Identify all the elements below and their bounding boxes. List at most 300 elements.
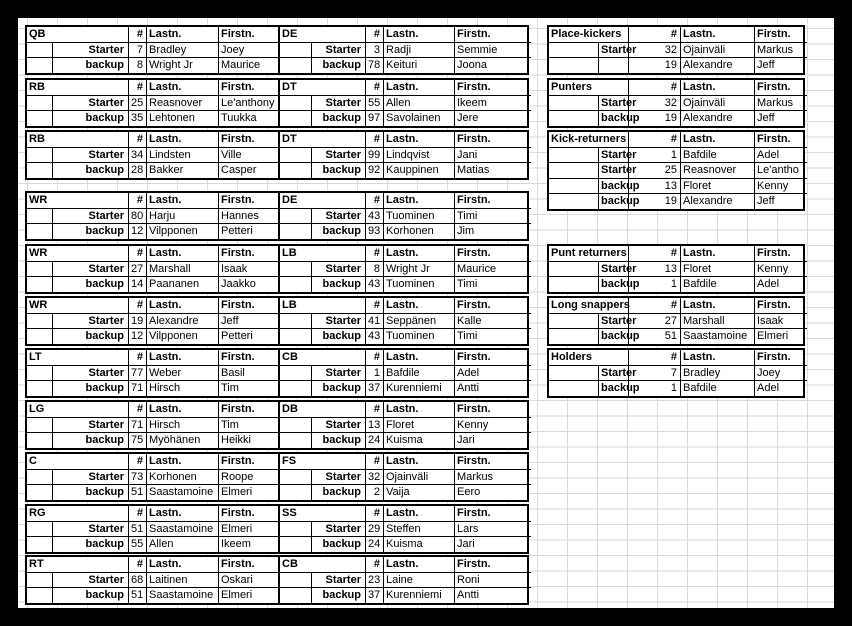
blank-cell[interactable]: [549, 148, 599, 164]
player-firstname[interactable]: Roope: [219, 470, 292, 486]
player-lastname[interactable]: Seppänen: [384, 314, 455, 330]
starter-label[interactable]: Starter: [599, 163, 629, 179]
player-firstname[interactable]: Oskari: [219, 573, 292, 589]
player-lastname[interactable]: Hirsch: [147, 418, 219, 434]
blank-cell[interactable]: [27, 262, 53, 278]
player-firstname[interactable]: Timi: [455, 209, 531, 225]
player-lastname[interactable]: Paananen: [147, 277, 219, 293]
jersey-number[interactable]: 75: [129, 433, 147, 449]
player-lastname[interactable]: Saastamoine: [147, 588, 219, 604]
jersey-number[interactable]: 13: [629, 179, 681, 195]
jersey-number[interactable]: 55: [129, 537, 147, 553]
player-firstname[interactable]: Adel: [757, 382, 780, 394]
player-firstname[interactable]: Markus: [455, 470, 531, 486]
jersey-number[interactable]: 25: [629, 163, 681, 179]
player-firstname[interactable]: Jani: [455, 148, 531, 164]
player-lastname[interactable]: Alexandre: [681, 58, 755, 74]
player-lastname[interactable]: Harju: [147, 209, 219, 225]
jersey-number[interactable]: 43: [366, 329, 384, 345]
starter-label[interactable]: Starter: [599, 262, 629, 278]
blank-cell[interactable]: [27, 485, 53, 501]
backup-label[interactable]: backup: [312, 163, 366, 179]
blank-cell[interactable]: [280, 111, 312, 127]
jersey-number[interactable]: 51: [129, 522, 147, 538]
blank-cell[interactable]: [27, 522, 53, 538]
blank-cell[interactable]: [280, 209, 312, 225]
blank-cell[interactable]: [549, 96, 599, 112]
jersey-number[interactable]: 99: [366, 148, 384, 164]
player-firstname[interactable]: Elmeri: [221, 486, 253, 498]
backup-label[interactable]: backup: [53, 58, 129, 74]
blank-cell[interactable]: [549, 366, 599, 382]
starter-label[interactable]: Starter: [53, 262, 129, 278]
blank-cell[interactable]: [280, 485, 312, 501]
player-firstname[interactable]: Semmie: [455, 43, 531, 59]
jersey-number[interactable]: 24: [366, 433, 384, 449]
blank-cell[interactable]: [27, 314, 53, 330]
starter-label[interactable]: Starter: [53, 522, 129, 538]
backup-label[interactable]: backup: [53, 381, 129, 397]
player-firstname[interactable]: Petteri: [221, 330, 253, 342]
blank-cell[interactable]: [280, 43, 312, 59]
blank-cell[interactable]: [280, 588, 312, 604]
backup-label[interactable]: backup: [53, 433, 129, 449]
jersey-number[interactable]: 23: [366, 573, 384, 589]
player-firstname[interactable]: Timi: [457, 330, 478, 342]
player-firstname[interactable]: Jeff: [757, 195, 775, 207]
position-label: FS: [280, 454, 366, 470]
player-firstname[interactable]: Antti: [457, 589, 480, 601]
player-firstname[interactable]: Casper: [221, 164, 257, 176]
blank-cell[interactable]: [280, 314, 312, 330]
player-firstname[interactable]: Ikeem: [221, 538, 251, 550]
jersey-number[interactable]: 24: [366, 537, 384, 553]
player-firstname[interactable]: Jeff: [757, 112, 775, 124]
player-lastname[interactable]: Floret: [681, 179, 755, 195]
jersey-number[interactable]: 43: [366, 209, 384, 225]
backup-label[interactable]: backup: [53, 277, 129, 293]
player-lastname[interactable]: Korhonen: [384, 224, 455, 240]
starter-label[interactable]: Starter: [312, 43, 366, 59]
player-firstname[interactable]: Joey: [219, 43, 292, 59]
starter-label[interactable]: Starter: [599, 148, 629, 164]
player-lastname[interactable]: Kauppinen: [384, 163, 455, 179]
player-lastname[interactable]: Bafdile: [681, 148, 755, 164]
backup-label[interactable]: backup: [312, 381, 366, 397]
blank-cell[interactable]: [280, 277, 312, 293]
starter-label[interactable]: Starter: [53, 209, 129, 225]
player-lastname[interactable]: Wright Jr: [384, 262, 455, 278]
blank-cell[interactable]: [280, 433, 312, 449]
backup-label[interactable]: backup: [312, 224, 366, 240]
blank-cell[interactable]: [27, 96, 53, 112]
blank-cell[interactable]: [280, 470, 312, 486]
jersey-number[interactable]: 28: [129, 163, 147, 179]
player-firstname[interactable]: Jaakko: [221, 278, 256, 290]
blank-cell[interactable]: [280, 148, 312, 164]
player-firstname[interactable]: Markus: [755, 96, 807, 112]
jersey-number[interactable]: 19: [129, 314, 147, 330]
backup-label[interactable]: backup: [599, 179, 629, 195]
player-firstname[interactable]: Le'anthony: [219, 96, 292, 112]
player-firstname[interactable]: Ville: [219, 148, 292, 164]
player-firstname[interactable]: Le'antho: [755, 163, 807, 179]
player-lastname[interactable]: Lehtonen: [147, 111, 219, 127]
jersey-number[interactable]: 77: [129, 366, 147, 382]
player-firstname[interactable]: Tim: [219, 418, 292, 434]
backup-label[interactable]: backup: [599, 381, 629, 397]
player-lastname[interactable]: Allen: [384, 96, 455, 112]
jersey-number[interactable]: 34: [129, 148, 147, 164]
player-firstname[interactable]: Jari: [457, 434, 475, 446]
jersey-number[interactable]: 3: [366, 43, 384, 59]
player-lastname[interactable]: Saastamoine: [147, 522, 219, 538]
player-lastname[interactable]: Marshall: [681, 314, 755, 330]
jersey-number[interactable]: 93: [366, 224, 384, 240]
blank-cell[interactable]: [27, 277, 53, 293]
backup-label[interactable]: backup: [53, 224, 129, 240]
jersey-number[interactable]: 37: [366, 381, 384, 397]
player-lastname[interactable]: Savolainen: [384, 111, 455, 127]
backup-label[interactable]: backup: [599, 194, 629, 210]
starter-label[interactable]: Starter: [53, 43, 129, 59]
backup-label[interactable]: backup: [312, 433, 366, 449]
blank-cell[interactable]: [27, 588, 53, 604]
player-firstname[interactable]: Kenny: [755, 262, 807, 278]
player-lastname[interactable]: Weber: [147, 366, 219, 382]
player-firstname[interactable]: Joona: [457, 59, 487, 71]
jersey-number[interactable]: 51: [629, 329, 681, 345]
jersey-number[interactable]: 19: [629, 58, 681, 74]
player-firstname[interactable]: Jeff: [219, 314, 292, 330]
player-firstname[interactable]: Tim: [221, 382, 239, 394]
starter-label[interactable]: Starter: [312, 573, 366, 589]
backup-label[interactable]: backup: [53, 588, 129, 604]
starter-label[interactable]: Starter: [312, 366, 366, 382]
starter-label[interactable]: Starter: [53, 96, 129, 112]
blank-cell[interactable]: [27, 209, 53, 225]
player-firstname[interactable]: Joey: [755, 366, 807, 382]
player-firstname[interactable]: Isaak: [755, 314, 807, 330]
jersey-number[interactable]: 1: [629, 148, 681, 164]
player-lastname[interactable]: Floret: [681, 262, 755, 278]
blank-cell[interactable]: [280, 163, 312, 179]
position-label: C: [27, 454, 129, 470]
defense-position-block: [278, 555, 529, 605]
jersey-number[interactable]: 13: [366, 418, 384, 434]
blank-cell[interactable]: [549, 277, 599, 293]
blank-cell[interactable]: [280, 96, 312, 112]
jersey-number[interactable]: 2: [366, 485, 384, 501]
backup-label[interactable]: backup: [53, 163, 129, 179]
player-firstname[interactable]: Adel: [757, 278, 780, 290]
backup-label[interactable]: backup: [312, 537, 366, 553]
player-lastname[interactable]: Vilpponen: [147, 224, 219, 240]
player-firstname[interactable]: Kalle: [455, 314, 531, 330]
player-lastname[interactable]: Korhonen: [147, 470, 219, 486]
starter-label[interactable]: Starter: [53, 470, 129, 486]
starter-label[interactable]: Starter: [53, 418, 129, 434]
player-lastname[interactable]: Reasnover: [147, 96, 219, 112]
starter-label[interactable]: Starter: [599, 96, 629, 112]
blank-cell[interactable]: [27, 418, 53, 434]
player-firstname[interactable]: Elmeri: [219, 522, 292, 538]
player-lastname[interactable]: Kuisma: [384, 537, 455, 553]
jersey-number[interactable]: 92: [366, 163, 384, 179]
blank-cell[interactable]: [549, 43, 599, 59]
player-lastname[interactable]: Ojainväli: [681, 43, 755, 59]
backup-label[interactable]: backup: [312, 277, 366, 293]
player-lastname[interactable]: Kuisma: [384, 433, 455, 449]
starter-label[interactable]: Starter: [53, 573, 129, 589]
player-lastname[interactable]: Bafdile: [681, 277, 755, 293]
jersey-number[interactable]: 97: [366, 111, 384, 127]
blank-cell[interactable]: [549, 58, 599, 74]
player-firstname[interactable]: Elmeri: [221, 589, 253, 601]
starter-label[interactable]: Starter: [312, 262, 366, 278]
player-lastname[interactable]: Ojainväli: [384, 470, 455, 486]
jersey-number[interactable]: 29: [366, 522, 384, 538]
backup-label[interactable]: backup: [312, 485, 366, 501]
player-lastname[interactable]: Tuominen: [384, 209, 455, 225]
player-firstname[interactable]: Heikki: [221, 434, 251, 446]
jersey-number[interactable]: 25: [129, 96, 147, 112]
player-lastname[interactable]: Bakker: [147, 163, 219, 179]
backup-label[interactable]: backup: [599, 277, 629, 293]
player-lastname[interactable]: Bradley: [681, 366, 755, 382]
blank-cell[interactable]: [27, 433, 53, 449]
player-lastname[interactable]: Alexandre: [681, 194, 755, 210]
blank-cell[interactable]: [549, 194, 599, 210]
blank-label[interactable]: [599, 58, 629, 74]
jersey-number[interactable]: 19: [629, 111, 681, 127]
starter-label[interactable]: Starter: [53, 148, 129, 164]
starter-label[interactable]: Starter: [599, 43, 629, 59]
blank-cell[interactable]: [27, 329, 53, 345]
position-label: WR: [27, 193, 129, 209]
player-lastname[interactable]: Floret: [384, 418, 455, 434]
player-firstname[interactable]: Kenny: [755, 179, 807, 195]
player-firstname[interactable]: Roni: [455, 573, 531, 589]
player-lastname[interactable]: Steffen: [384, 522, 455, 538]
player-firstname[interactable]: Timi: [457, 278, 478, 290]
lastname-header: Lastn.: [681, 298, 755, 314]
blank-cell[interactable]: [280, 224, 312, 240]
player-lastname[interactable]: Reasnover: [681, 163, 755, 179]
blank-cell[interactable]: [280, 381, 312, 397]
player-firstname[interactable]: Maurice: [455, 262, 531, 278]
blank-cell[interactable]: [280, 573, 312, 589]
player-lastname[interactable]: Ojainväli: [681, 96, 755, 112]
player-firstname[interactable]: Basil: [219, 366, 292, 382]
jersey-number[interactable]: 12: [129, 329, 147, 345]
jersey-number[interactable]: 8: [129, 58, 147, 74]
jersey-number[interactable]: 43: [366, 277, 384, 293]
firstname-header: Firstn.: [455, 193, 531, 209]
backup-label[interactable]: backup: [53, 485, 129, 501]
blank-cell[interactable]: [549, 262, 599, 278]
blank-cell[interactable]: [280, 537, 312, 553]
player-firstname[interactable]: Adel: [755, 148, 807, 164]
starter-label[interactable]: Starter: [53, 314, 129, 330]
blank-cell[interactable]: [27, 111, 53, 127]
blank-cell[interactable]: [280, 262, 312, 278]
player-firstname[interactable]: Tuukka: [221, 112, 257, 124]
player-firstname[interactable]: Jim: [457, 225, 475, 237]
backup-label[interactable]: backup: [53, 111, 129, 127]
blank-cell[interactable]: [27, 381, 53, 397]
starter-label[interactable]: Starter: [312, 418, 366, 434]
player-lastname[interactable]: Wright Jr: [147, 58, 219, 74]
jersey-number[interactable]: 37: [366, 588, 384, 604]
blank-cell[interactable]: [549, 163, 599, 179]
player-lastname[interactable]: Radji: [384, 43, 455, 59]
jersey-number[interactable]: 7: [629, 366, 681, 382]
player-lastname[interactable]: Alexandre: [681, 111, 755, 127]
player-firstname[interactable]: Isaak: [219, 262, 292, 278]
jersey-number[interactable]: 78: [366, 58, 384, 74]
player-lastname[interactable]: Vilpponen: [147, 329, 219, 345]
blank-cell[interactable]: [280, 522, 312, 538]
player-lastname[interactable]: Lindsten: [147, 148, 219, 164]
starter-label[interactable]: Starter: [599, 366, 629, 382]
position-label: LB: [280, 246, 366, 262]
player-firstname[interactable]: Markus: [755, 43, 807, 59]
blank-cell[interactable]: [27, 163, 53, 179]
player-firstname[interactable]: Kenny: [455, 418, 531, 434]
backup-label[interactable]: backup: [53, 329, 129, 345]
player-lastname[interactable]: Bradley: [147, 43, 219, 59]
player-firstname[interactable]: Petteri: [221, 225, 253, 237]
jersey-number[interactable]: 12: [129, 224, 147, 240]
jersey-number[interactable]: 27: [129, 262, 147, 278]
player-lastname[interactable]: Hirsch: [147, 381, 219, 397]
jersey-number[interactable]: 7: [129, 43, 147, 59]
blank-cell[interactable]: [27, 537, 53, 553]
starter-label[interactable]: Starter: [312, 96, 366, 112]
player-lastname[interactable]: Bafdile: [681, 381, 755, 397]
blank-cell[interactable]: [280, 329, 312, 345]
blank-cell[interactable]: [549, 111, 599, 127]
jersey-number[interactable]: 32: [366, 470, 384, 486]
player-lastname[interactable]: Lindqvist: [384, 148, 455, 164]
player-firstname[interactable]: Jari: [457, 538, 475, 550]
player-lastname[interactable]: Bafdile: [384, 366, 455, 382]
blank-cell[interactable]: [27, 224, 53, 240]
jersey-number[interactable]: 8: [366, 262, 384, 278]
jersey-number[interactable]: 14: [129, 277, 147, 293]
player-lastname[interactable]: Keituri: [384, 58, 455, 74]
blank-cell[interactable]: [549, 314, 599, 330]
jersey-number[interactable]: 41: [366, 314, 384, 330]
blank-cell[interactable]: [27, 58, 53, 74]
jersey-number[interactable]: 1: [629, 277, 681, 293]
player-lastname[interactable]: Marshall: [147, 262, 219, 278]
blank-cell[interactable]: [27, 148, 53, 164]
blank-cell[interactable]: [280, 418, 312, 434]
player-lastname[interactable]: Laine: [384, 573, 455, 589]
jersey-number[interactable]: 32: [629, 43, 681, 59]
jersey-number[interactable]: 32: [629, 96, 681, 112]
jersey-number[interactable]: 1: [366, 366, 384, 382]
jersey-number[interactable]: 51: [129, 485, 147, 501]
blank-cell[interactable]: [549, 381, 599, 397]
jersey-number[interactable]: 13: [629, 262, 681, 278]
player-firstname[interactable]: Jere: [457, 112, 479, 124]
player-firstname[interactable]: Jeff: [757, 59, 775, 71]
player-firstname[interactable]: Ikeem: [455, 96, 531, 112]
jersey-number[interactable]: 1: [629, 381, 681, 397]
blank-cell[interactable]: [27, 470, 53, 486]
player-firstname[interactable]: Antti: [457, 382, 480, 394]
player-lastname[interactable]: Kurenniemi: [384, 381, 455, 397]
backup-label[interactable]: backup: [599, 111, 629, 127]
blank-cell[interactable]: [280, 366, 312, 382]
starter-label[interactable]: Starter: [53, 366, 129, 382]
jersey-number[interactable]: 51: [129, 588, 147, 604]
starter-label[interactable]: Starter: [312, 148, 366, 164]
starter-label[interactable]: Starter: [599, 314, 629, 330]
backup-label[interactable]: backup: [599, 329, 629, 345]
position-label: LT: [27, 350, 129, 366]
backup-label[interactable]: backup: [312, 329, 366, 345]
blank-cell[interactable]: [549, 329, 599, 345]
jersey-number[interactable]: 80: [129, 209, 147, 225]
starter-label[interactable]: Starter: [312, 209, 366, 225]
player-firstname[interactable]: Matias: [457, 164, 490, 176]
jersey-number[interactable]: 55: [366, 96, 384, 112]
player-firstname[interactable]: Lars: [455, 522, 531, 538]
firstname-header: Firstn.: [755, 246, 807, 262]
jersey-number[interactable]: 71: [129, 418, 147, 434]
player-lastname[interactable]: Kurenniemi: [384, 588, 455, 604]
jersey-number[interactable]: 73: [129, 470, 147, 486]
blank-cell[interactable]: [549, 179, 599, 195]
jersey-number[interactable]: 68: [129, 573, 147, 589]
jersey-number[interactable]: 27: [629, 314, 681, 330]
player-firstname[interactable]: Eero: [457, 486, 481, 498]
player-firstname[interactable]: Hannes: [219, 209, 292, 225]
player-lastname[interactable]: Tuominen: [384, 277, 455, 293]
position-label: DB: [280, 402, 366, 418]
player-lastname[interactable]: Saastamoine: [681, 329, 755, 345]
blank-cell[interactable]: [27, 366, 53, 382]
backup-label[interactable]: backup: [312, 588, 366, 604]
blank-cell[interactable]: [27, 573, 53, 589]
jersey-number[interactable]: 71: [129, 381, 147, 397]
player-firstname[interactable]: Elmeri: [757, 330, 789, 342]
backup-label[interactable]: backup: [312, 111, 366, 127]
backup-label[interactable]: backup: [53, 537, 129, 553]
blank-cell[interactable]: [280, 58, 312, 74]
starter-label[interactable]: Starter: [312, 470, 366, 486]
player-lastname[interactable]: Laitinen: [147, 573, 219, 589]
player-lastname[interactable]: Alexandre: [147, 314, 219, 330]
jersey-number[interactable]: 19: [629, 194, 681, 210]
starter-label[interactable]: Starter: [312, 522, 366, 538]
player-lastname[interactable]: Tuominen: [384, 329, 455, 345]
player-lastname[interactable]: Allen: [147, 537, 219, 553]
starter-label[interactable]: Starter: [312, 314, 366, 330]
player-lastname[interactable]: Myöhänen: [147, 433, 219, 449]
player-lastname[interactable]: Vaija: [384, 485, 455, 501]
jersey-number[interactable]: 35: [129, 111, 147, 127]
player-firstname[interactable]: Adel: [455, 366, 531, 382]
player-firstname[interactable]: Maurice: [221, 59, 261, 71]
blank-cell[interactable]: [27, 43, 53, 59]
player-lastname[interactable]: Saastamoine: [147, 485, 219, 501]
backup-label[interactable]: backup: [312, 58, 366, 74]
